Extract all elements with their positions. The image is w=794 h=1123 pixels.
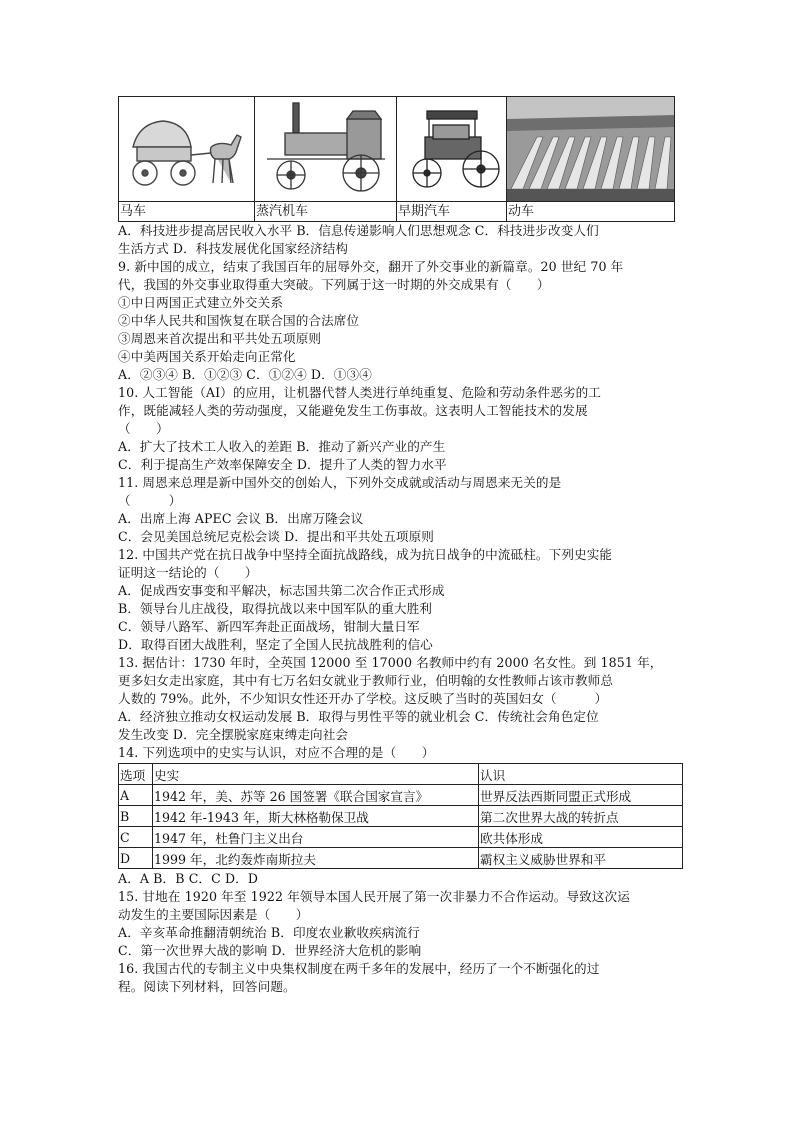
- q14-header-option: 选项: [119, 764, 153, 785]
- question-10: [118, 384, 674, 474]
- q14-row-c-fact: 1947 年，杜鲁门主义出台: [153, 827, 479, 848]
- q12-stem-line-1: 12. 中国共产党在抗日战争中坚持全面抗战路线，成为抗日战争的中流砥柱。下列史实能: [118, 547, 613, 562]
- q14-row-b-option: B: [119, 806, 153, 827]
- q11-stem-line-1: 11. 周恩来总理是新中国外交的创始人，下列外交成就或活动与周恩来无关的是: [118, 475, 562, 490]
- bullet-train-cell: [507, 97, 675, 202]
- q14-row-c-option: C: [119, 827, 153, 848]
- q9-item-2: ②中华人民共和国恢复在联合国的合法席位: [118, 313, 360, 328]
- steam-locomotive-cell: [255, 97, 397, 202]
- q12-option-d: D．取得百团大战胜利，坚定了全国人民抗战胜利的信心: [118, 637, 433, 652]
- q9-item-1: ①中日两国正式建立外交关系: [118, 295, 284, 310]
- q14-row-a-option: A: [119, 785, 153, 806]
- early-car-image: [397, 97, 507, 201]
- q15-options-line-2: C．第一次世界大战的影响 D．世界经济大危机的影响: [118, 943, 422, 958]
- q9-stem-line-1: 9. 新中国的成立，结束了我国百年的屈辱外交，翻开了外交事业的新篇章。20 世纪 70 年: [118, 259, 624, 274]
- q14-header-insight: 认识: [479, 764, 683, 785]
- question-9: [118, 258, 674, 384]
- q15-stem-line-2: 动发生的主要国际因素是（ ）: [118, 907, 309, 922]
- q14-row-a-insight: 世界反法西斯同盟正式形成: [479, 785, 683, 806]
- q14-header-fact: 史实: [153, 764, 479, 785]
- question-14: [118, 744, 674, 888]
- question-16: [118, 960, 674, 996]
- q14-stem: 14. 下列选项中的史实与认识，对应不合理的是（ ）: [118, 745, 435, 760]
- exam-page: [118, 96, 674, 996]
- q14-row-b-fact: 1942 年-1943 年，斯大林格勒保卫战: [153, 806, 479, 827]
- early-car-cell: [397, 97, 507, 202]
- q12-option-c: C．领导八路军、新四军奔赴正面战场，钳制大量日军: [118, 619, 420, 634]
- caption-bullet-train: 动车: [507, 202, 675, 222]
- q15-options-line-1: A．辛亥革命推翻清朝统治 B．印度农业歉收疾病流行: [118, 925, 420, 940]
- transport-image-table: [118, 96, 675, 222]
- q14-options: A．A B．B C．C D．D: [118, 871, 259, 886]
- q8-options-line-2: 生活方式 D．科技发展优化国家经济结构: [118, 241, 349, 256]
- table-row: [119, 806, 683, 827]
- q9-stem-line-2: 代，我国的外交事业取得重大突破。下列属于这一时期的外交成果有（ ）: [118, 277, 550, 292]
- q13-stem-line-1: 13. 据估计：1730 年时，全英国 12000 至 17000 名教师中约有 2000 名女性。到 1851 年，: [118, 655, 663, 670]
- q10-stem-line-2: 作，既能减轻人类的劳动强度，又能避免发生工伤事故。这表明人工智能技术的发展: [118, 403, 588, 418]
- q12-option-b: B．领导台儿庄战役，取得抗战以来中国军队的重大胜利: [118, 601, 433, 616]
- q11-options-line-2: C．会见美国总统尼克松会谈 D．提出和平共处五项原则: [118, 529, 434, 544]
- horse-carriage-cell: [119, 97, 255, 202]
- q13-stem-line-2: 更多妇女走出家庭，其中有七万名妇女就业于教师行业，伯明翰的女性教师占该市教师总: [118, 673, 614, 688]
- q9-item-4: ④中美两国关系开始走向正常化: [118, 349, 296, 364]
- q10-options-line-1: A．扩大了技术工人收入的差距 B．推动了新兴产业的产生: [118, 439, 446, 454]
- question-13: [118, 654, 674, 744]
- q13-options-line-1: A．经济独立推动女权运动发展 B．取得与男性平等的就业机会 C．传统社会角色定位: [118, 709, 599, 724]
- q15-stem-line-1: 15. 甘地在 1920 年至 1922 年领导本国人民开展了第一次非暴力不合作运动。导致这次运: [118, 889, 630, 904]
- question-8-options: [118, 222, 674, 258]
- q14-table: [118, 763, 683, 869]
- bullet-train-image: [507, 97, 675, 201]
- q12-option-a: A．促成西安事变和平解决，标志国共第二次合作正式形成: [118, 583, 445, 598]
- steam-locomotive-image: [255, 97, 397, 201]
- q14-row-d-option: D: [119, 848, 153, 869]
- horse-carriage-image: [119, 97, 255, 201]
- question-15: [118, 888, 674, 960]
- caption-horse-carriage: 马车: [119, 202, 255, 222]
- q14-row-d-fact: 1999 年，北约轰炸南斯拉夫: [153, 848, 479, 869]
- q9-options: A．②③④ B．①②③ C．①②④ D．①③④: [118, 367, 372, 382]
- q16-stem-line-2: 程。阅读下列材料，回答问题。: [118, 979, 296, 994]
- q11-stem-line-2: （ ）: [118, 493, 182, 508]
- q10-stem-line-3: （ ）: [118, 421, 169, 436]
- q16-stem-line-1: 16. 我国古代的专制主义中央集权制度在两千多年的发展中，经历了一个不断强化的过: [118, 961, 600, 976]
- q14-row-a-fact: 1942 年，美、苏等 26 国签署《联合国家宣言》: [153, 785, 479, 806]
- q10-options-line-2: C．利于提高生产效率保障安全 D．提升了人类的智力水平: [118, 457, 447, 472]
- caption-early-car: 早期汽车: [397, 202, 507, 222]
- q14-row-d-insight: 霸权主义威胁世界和平: [479, 848, 683, 869]
- table-row: [119, 827, 683, 848]
- q9-item-3: ③周恩来首次提出和平共处五项原则: [118, 331, 322, 346]
- q13-options-line-2: 发生改变 D．完全摆脱家庭束缚走向社会: [118, 727, 349, 742]
- q14-row-b-insight: 第二次世界大战的转折点: [479, 806, 683, 827]
- q14-table-header: [119, 764, 683, 785]
- q11-options-line-1: A．出席上海 APEC 会议 B．出席万隆会议: [118, 511, 364, 526]
- q8-options-line-1: A．科技进步提高居民收入水平 B．信息传递影响人们思想观念 C．科技进步改变人们: [118, 223, 599, 238]
- table-row: [119, 848, 683, 869]
- q13-stem-line-3: 人数的 79%。此外，不少知识女性还开办了学校。这反映了当时的英国妇女（ ）: [118, 691, 608, 706]
- question-11: [118, 474, 674, 546]
- caption-steam-locomotive: 蒸汽机车: [255, 202, 397, 222]
- question-12: [118, 546, 674, 654]
- q10-stem-line-1: 10. 人工智能（AI）的应用，让机器代替人类进行单纯重复、危险和劳动条件恶劣的工: [118, 385, 601, 400]
- table-row: [119, 785, 683, 806]
- q14-row-c-insight: 欧共体形成: [479, 827, 683, 848]
- q12-stem-line-2: 证明这一结论的（ ）: [118, 565, 258, 580]
